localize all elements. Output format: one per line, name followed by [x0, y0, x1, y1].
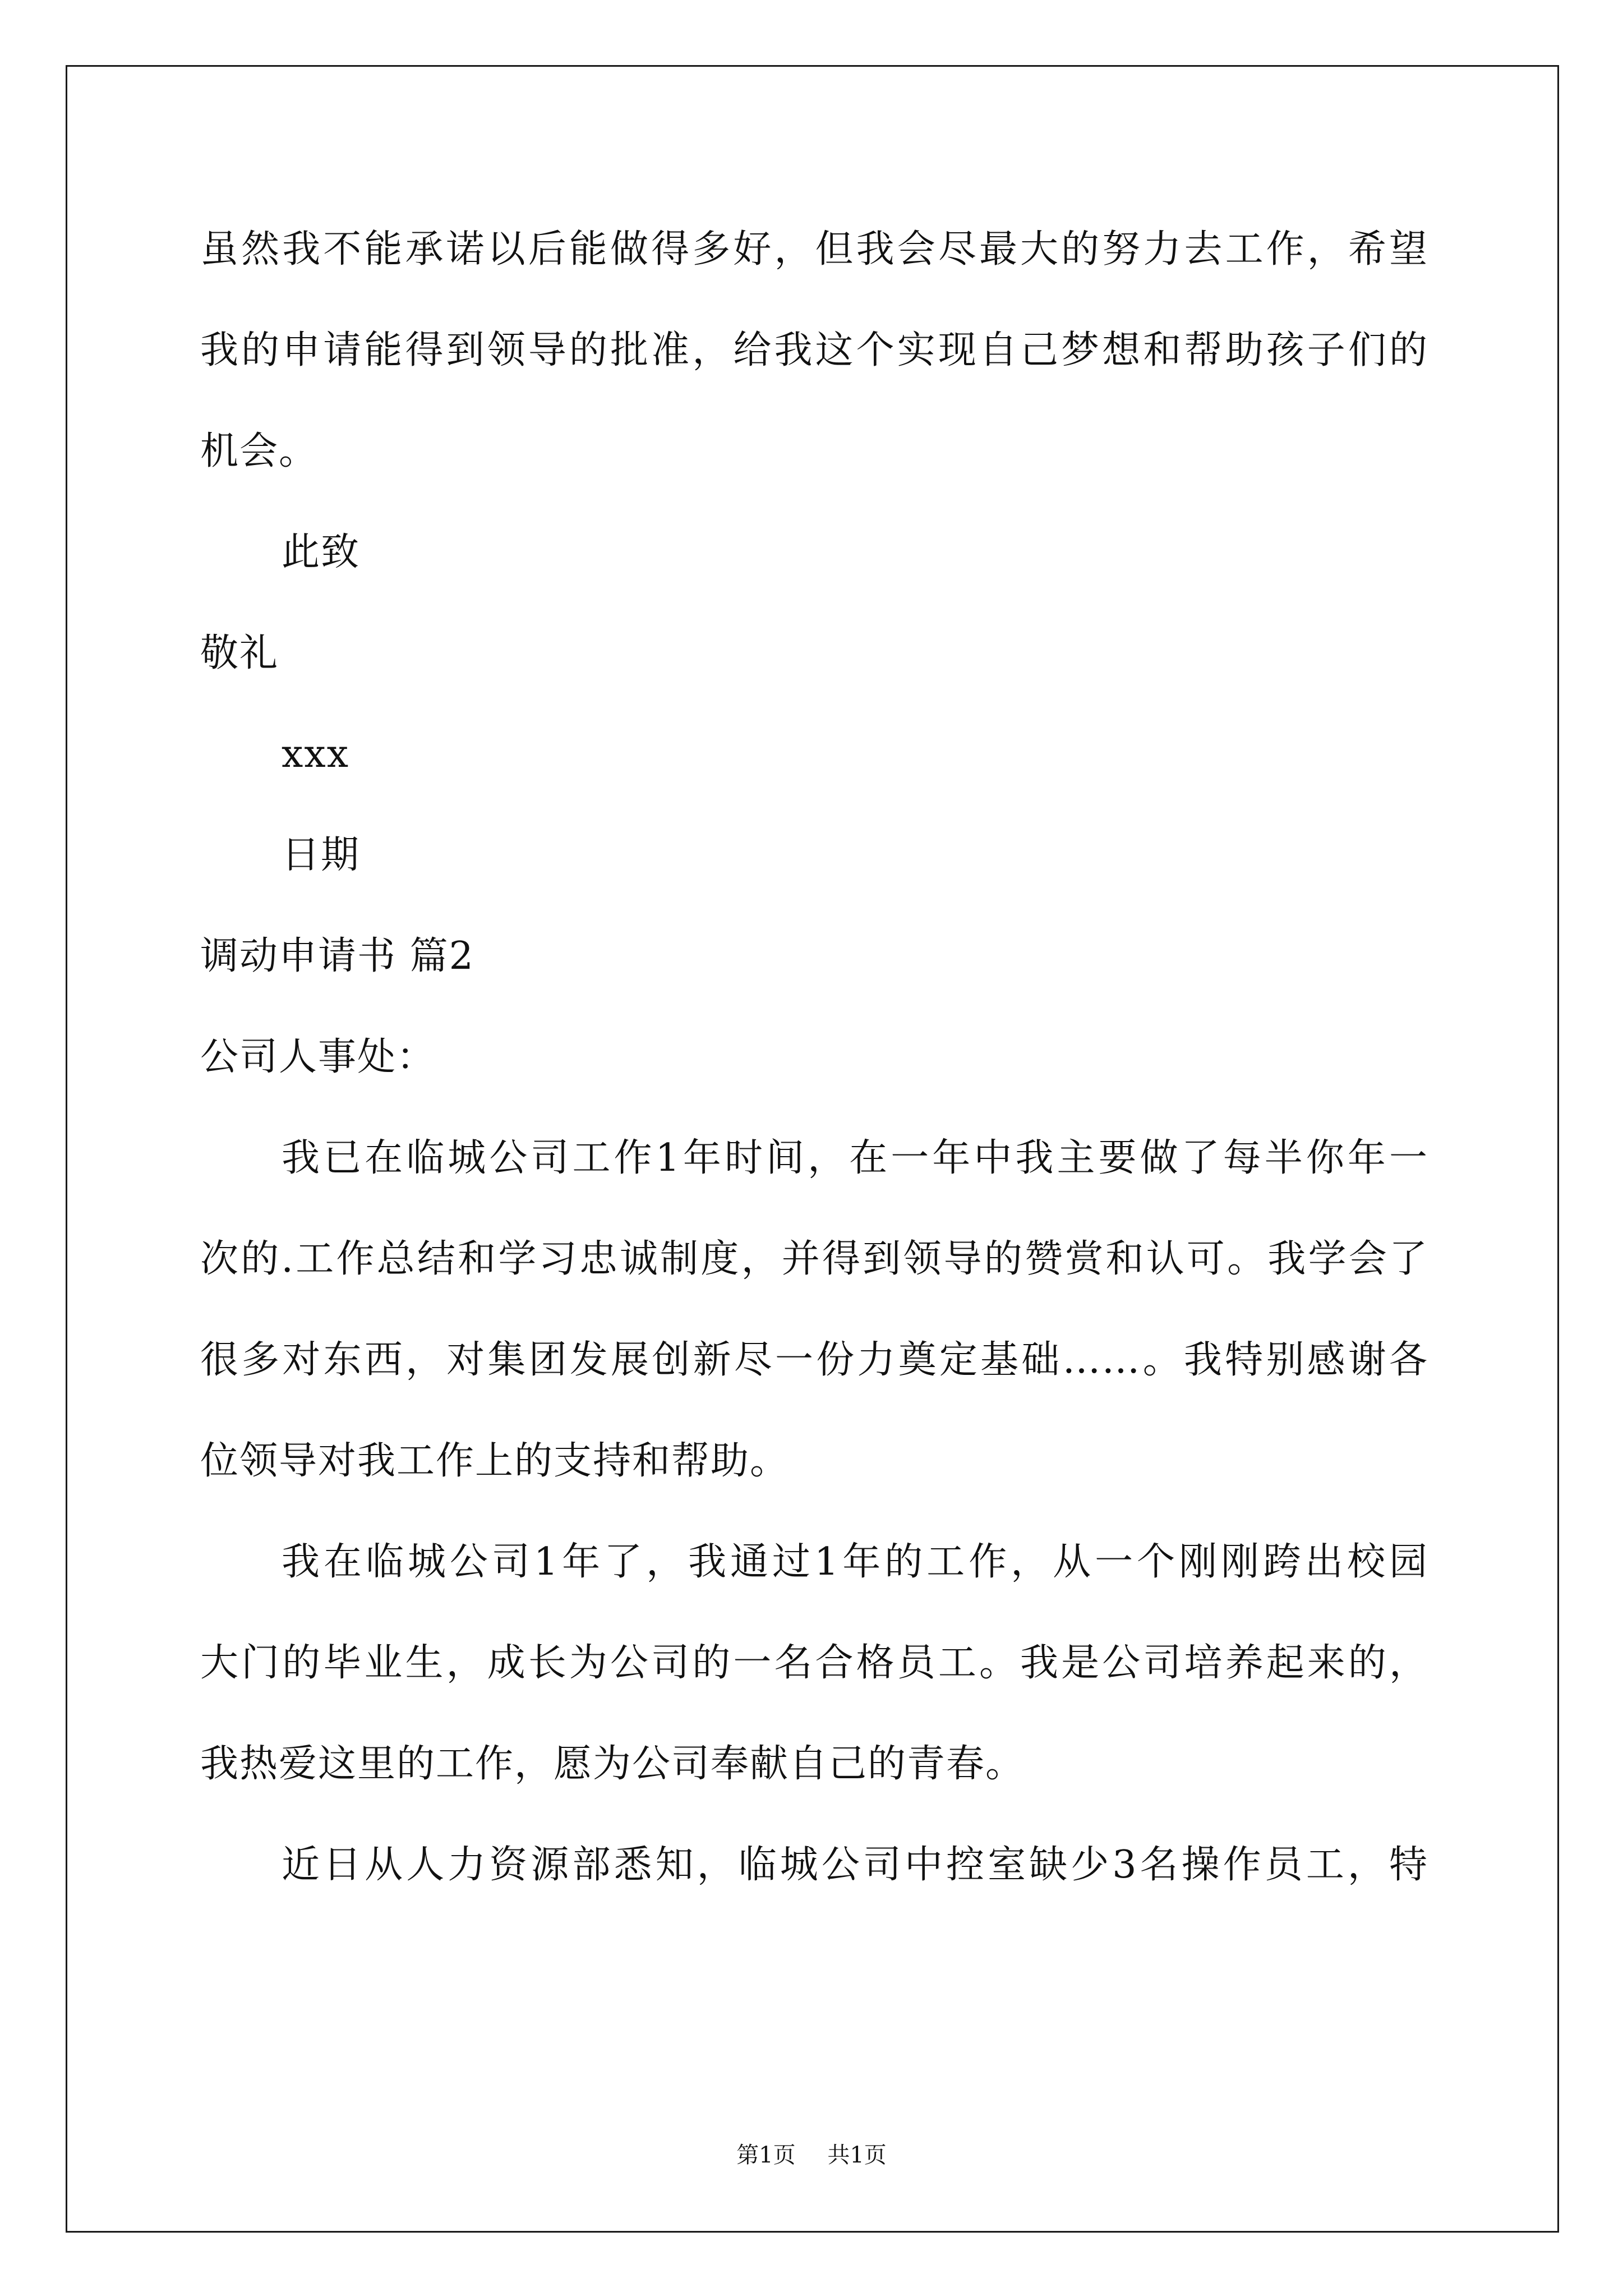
- text-line: 我在临城公司1年了，我通过1年的工作，从一个刚刚跨出校园: [282, 1540, 1428, 1584]
- page-number: 第1页: [736, 2142, 796, 2168]
- text-line: 机会。: [200, 429, 319, 473]
- text-line: 很多对东西，对集团发展创新尽一份力奠定基础……。我特别感谢各: [200, 1338, 1428, 1382]
- text-line: 次的.工作总结和学习忠诚制度，并得到领导的赞赏和认可。我学会了: [200, 1237, 1428, 1281]
- text-line: 我热爱这里的工作，愿为公司奉献自己的青春。: [200, 1742, 1025, 1786]
- closing-respect: 敬礼: [200, 631, 279, 675]
- text-line: 虽然我不能承诺以后能做得多好，但我会尽最大的努力去工作，希望: [200, 227, 1428, 272]
- document-body: [200, 199, 1428, 1916]
- page-total: 共1页: [827, 2142, 887, 2168]
- addressee: 公司人事处：: [200, 1035, 436, 1079]
- text-line: 位领导对我工作上的支持和帮助。: [200, 1439, 790, 1483]
- signature-date: 日期: [282, 833, 361, 877]
- text-line: 大门的毕业生，成长为公司的一名合格员工。我是公司培养起来的，: [200, 1641, 1428, 1685]
- page-footer: [0, 2137, 1623, 2169]
- section-title: 调动申请书 篇2: [200, 934, 474, 978]
- text-line: 我的申请能得到领导的批准，给我这个实现自己梦想和帮助孩子们的: [200, 328, 1428, 372]
- text-line: 我已在临城公司工作1年时间，在一年中我主要做了每半你年一: [282, 1136, 1429, 1180]
- text-line: 近日从人力资源部悉知，临城公司中控室缺少3名操作员工，特: [282, 1843, 1429, 1887]
- closing-salutation: 此致: [282, 530, 361, 574]
- signature-name: xxx: [282, 732, 350, 776]
